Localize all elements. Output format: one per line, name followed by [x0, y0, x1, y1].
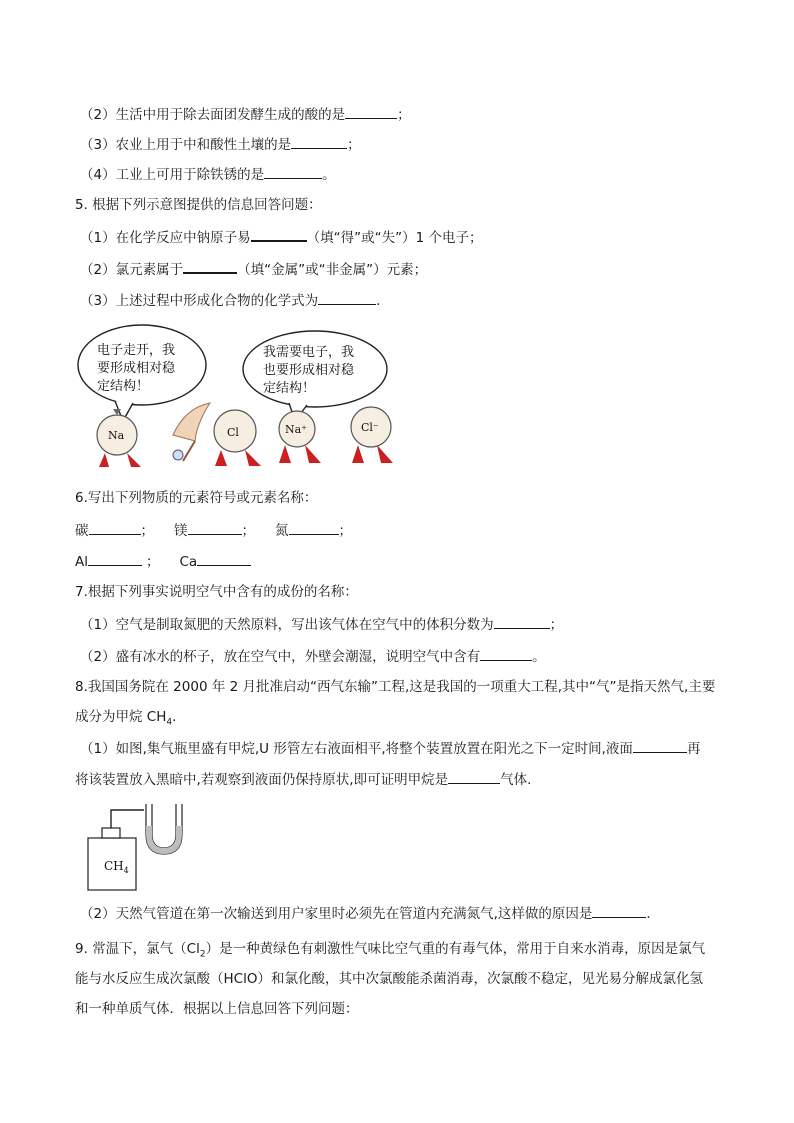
q9-line2: 能与水反应生成次氯酸（HClO）和氯化酸，其中次氯酸能杀菌消毒，次氯酸不稳定，见光易分解成氯化氢 [75, 971, 703, 987]
bubble-left-line1: 电子走开，我 [97, 343, 176, 358]
gas-bottle-u-tube-figure [80, 800, 200, 892]
answer-blank[interactable] [88, 551, 142, 566]
answer-blank[interactable] [291, 134, 347, 149]
u-tube-liquid [146, 826, 182, 854]
q5-stem: 5. 根据下列示意图提供的信息回答问题： [75, 197, 322, 213]
q5-part2: （2）氯元素属于 （填“金属”或“非金属”）元素； [80, 258, 427, 280]
q6-row2: Al ； Ca [75, 551, 251, 572]
q8-stem-line2: 成分为甲烷 $CH_4$. [75, 709, 177, 728]
q7-stem: 7.根据下列事实说明空气中含有的成份的名称： [75, 584, 358, 600]
bubble-left-line2: 要形成相对稳 [97, 361, 176, 376]
answer-blank[interactable] [448, 769, 500, 784]
q4-part3: （3）农业上用于中和酸性土壤的是 ； [80, 134, 361, 155]
q8-part1-line2: 将该装置放入黑暗中,若观察到液面仍保持原状,即可证明甲烷是 气体. [75, 769, 531, 790]
q7-part1: （1）空气是制取氮肥的天然原料，写出该气体在空气中的体积分数为 ； [80, 614, 563, 635]
q8-stem-line1: 8.我国国务院在 2000 年 2 月批准启动“西气东输”工程,这是我国的一项重大工程,其中“气”是指天然气,主要 [75, 679, 716, 695]
atom-na-ion [279, 411, 321, 463]
svg-text:Cl: Cl [227, 426, 239, 439]
answer-blank[interactable] [289, 520, 339, 535]
answer-blank[interactable] [480, 646, 532, 661]
svg-text:Cl⁻: Cl⁻ [361, 421, 379, 434]
electron-icon [173, 450, 183, 460]
q8-part2: （2）天然气管道在第一次输送到用户家里时必须先在管道内充满氮气,这样做的原因是 ． [80, 903, 660, 924]
bubble-right-line1: 我需要电子，我 [263, 345, 355, 360]
connecting-tube [111, 810, 144, 828]
q4-part2: （2）生活中用于除去面团发酵生成的酸的是 ； [80, 104, 411, 125]
q7-part2: （2）盛有冰水的杯子，放在空气中，外壁会潮湿，说明空气中含有 。 [80, 646, 546, 667]
q8-part1-line1: （1）如图,集气瓶里盛有甲烷,U 形管左右液面相平,将整个装置放置在阳光之下一定时间,液面 再 [80, 738, 700, 759]
answer-blank[interactable] [251, 226, 307, 242]
answer-blank[interactable] [183, 258, 237, 274]
bubble-right-line3: 定结构！ [263, 381, 316, 396]
q6-stem: 6.写出下列物质的元素符号或元素名称： [75, 490, 318, 506]
q9-line1: 9. 常温下，氯气$(Cl_2)$是一种黄绿色有刺激性气味比空气重的有毒气体，常用于自来水消毒，原因是氯气 [75, 941, 706, 960]
speech-bubble-left [78, 325, 206, 421]
answer-blank[interactable] [197, 551, 251, 566]
atom-cartoon-figure [75, 323, 395, 473]
atom-na-neutral [97, 409, 141, 467]
q6-row1: 碳 ； 镁 ； 氮 ； [75, 520, 352, 541]
answer-blank[interactable] [318, 290, 376, 305]
q4-part4: （4）工业上可用于除铁锈的是 。 [80, 164, 336, 185]
answer-blank[interactable] [494, 614, 550, 629]
answer-blank[interactable] [89, 520, 141, 535]
svg-text:Na⁺: Na⁺ [285, 423, 307, 436]
q5-part1: （1）在化学反应中钠原子易 （填“得”或“失”）1 个电子； [80, 226, 482, 248]
atom-cl-ion [351, 407, 393, 463]
q9-line3: 和一种单质气体．根据以上信息回答下列问题： [75, 1001, 359, 1017]
net-icon [173, 403, 210, 461]
answer-blank[interactable] [188, 520, 242, 535]
bubble-right-line2: 也要形成相对稳 [263, 363, 355, 378]
answer-blank[interactable] [345, 104, 397, 119]
ch4-label: $CH_4$ [104, 859, 129, 875]
bubble-left-line3: 定结构！ [97, 379, 150, 394]
q5-part3: （3）上述过程中形成化合物的化学式为 ． [80, 290, 390, 311]
atom-cl-neutral [214, 410, 261, 466]
answer-blank[interactable] [633, 738, 687, 753]
answer-blank[interactable] [592, 903, 646, 918]
answer-blank[interactable] [264, 164, 322, 179]
svg-text:Na: Na [108, 429, 125, 442]
stopper [102, 828, 120, 838]
